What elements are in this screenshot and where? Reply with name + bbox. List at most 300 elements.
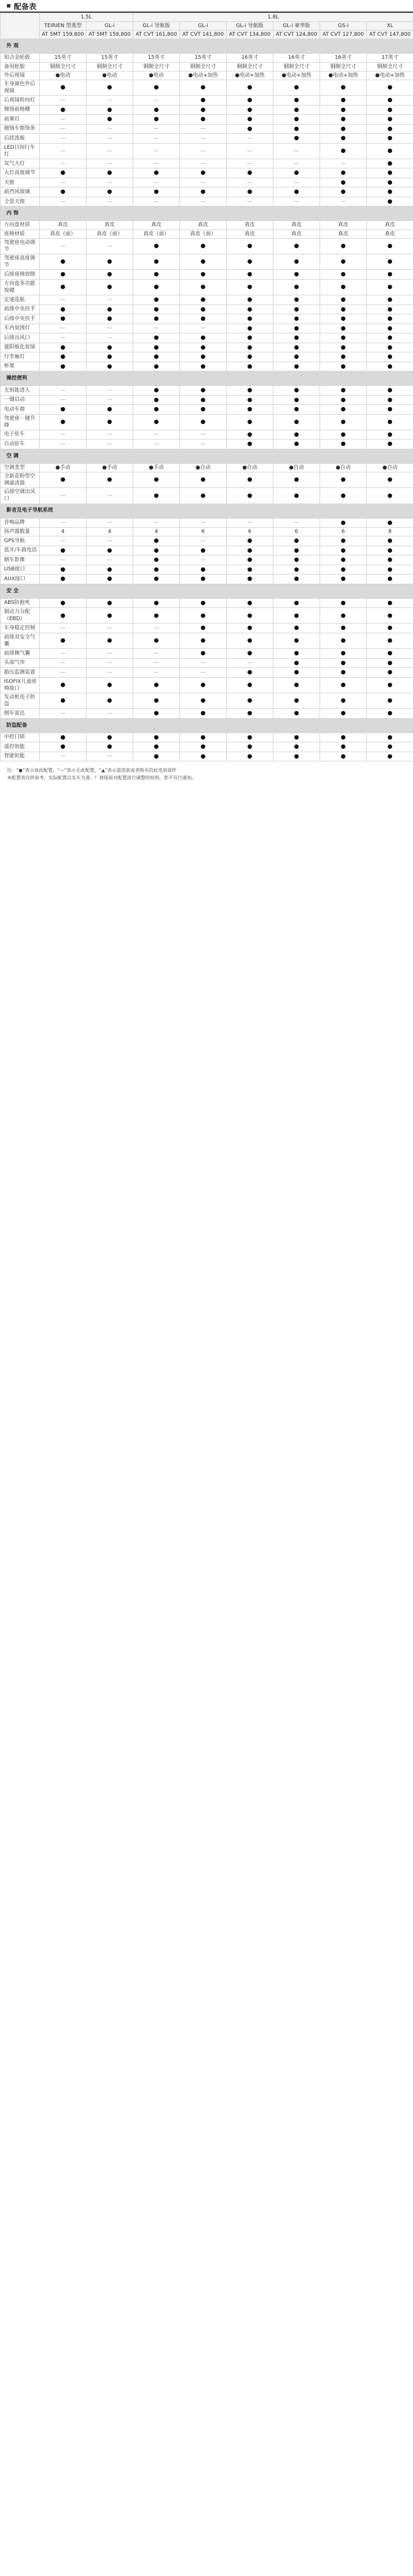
page-title-text: 配备表 [14, 2, 37, 12]
spec-cell: 16英寸 [320, 54, 367, 62]
model-price-1: AT 5MT 159,800 [87, 31, 133, 39]
table-row [1, 96, 413, 106]
spec-cell: ● [320, 633, 367, 648]
spec-cell: ● [133, 333, 180, 343]
spec-cell: — [40, 115, 87, 125]
row-label: 后排座椅放倒 [1, 270, 40, 280]
spec-cell: ● [320, 134, 367, 144]
spec-cell: ● [320, 143, 367, 159]
spec-cell: ● [320, 80, 367, 95]
row-label: 后排出风口 [1, 333, 40, 343]
engine-group-0: 1.5L [40, 13, 133, 22]
spec-cell: — [180, 518, 227, 528]
spec-cell: ● [367, 178, 413, 187]
spec-cell: ● [40, 472, 87, 487]
spec-cell: ● [227, 386, 273, 396]
title-marker [7, 4, 10, 7]
spec-cell: ● [227, 546, 273, 555]
spec-cell: ● [133, 709, 180, 719]
spec-cell: ● [273, 295, 320, 305]
spec-cell: ● [180, 305, 227, 314]
spec-cell: ● [320, 518, 367, 528]
spec-cell: ●自动 [180, 463, 227, 472]
spec-cell: ● [227, 693, 273, 709]
spec-cell: ● [40, 168, 87, 178]
row-label: 大灯高度调节 [1, 168, 40, 178]
spec-cell: ● [180, 362, 227, 371]
spec-cell: ● [180, 238, 227, 254]
spec-cell: ● [180, 752, 227, 761]
table-row [1, 633, 413, 648]
row-label: 备用轮胎 [1, 62, 40, 71]
row-label: 电子驻车 [1, 430, 40, 440]
spec-cell: ● [40, 742, 87, 752]
spec-cell: — [133, 649, 180, 659]
spec-cell: ● [87, 693, 133, 709]
section-title: 空 调 [1, 449, 413, 463]
spec-cell: ● [273, 633, 320, 648]
spec-cell: 钢制全尺寸 [180, 62, 227, 71]
section-title: 操控便利 [1, 371, 413, 386]
table-row [1, 555, 413, 565]
page-title [0, 0, 413, 13]
row-label: 车身稳定控制 [1, 624, 40, 633]
row-label: 倒车雷达 [1, 709, 40, 719]
spec-cell: ● [367, 254, 413, 269]
spec-cell: — [180, 124, 227, 134]
spec-cell: ● [40, 693, 87, 709]
footnotes [0, 761, 413, 788]
spec-cell: — [133, 518, 180, 528]
spec-cell: ● [367, 343, 413, 352]
spec-cell: ● [273, 324, 320, 333]
spec-cell: ● [133, 405, 180, 415]
spec-cell: ● [320, 386, 367, 396]
table-row [1, 546, 413, 555]
model-name-3: GL-i [180, 22, 227, 31]
row-label: 后视镜转向灯 [1, 96, 40, 106]
spec-cell: — [40, 624, 87, 633]
spec-cell: — [180, 159, 227, 168]
spec-cell: ● [133, 238, 180, 254]
spec-cell: — [133, 430, 180, 440]
spec-cell: ●电动 [133, 71, 180, 80]
table-row [1, 742, 413, 752]
model-price-0: AT 5MT 159,800 [40, 31, 87, 39]
row-label: 天窗 [1, 178, 40, 187]
spec-cell: 15英寸 [133, 54, 180, 62]
spec-cell: ● [367, 295, 413, 305]
spec-cell: — [227, 143, 273, 159]
spec-cell: ● [227, 752, 273, 761]
spec-cell: ● [273, 752, 320, 761]
row-label: USB接口 [1, 565, 40, 574]
table-row [1, 386, 413, 396]
spec-cell: ● [180, 608, 227, 624]
spec-cell: 真皮 [273, 221, 320, 230]
spec-cell: 6 [227, 528, 273, 536]
row-label: 前排双安全气囊 [1, 633, 40, 648]
table-row [1, 343, 413, 352]
spec-cell: ● [40, 187, 87, 197]
corner-cell [1, 13, 40, 39]
table-row [1, 528, 413, 536]
spec-cell: ● [320, 314, 367, 324]
spec-cell: ● [367, 405, 413, 415]
spec-cell: ● [227, 279, 273, 295]
spec-cell: ● [367, 440, 413, 449]
spec-cell: ● [273, 649, 320, 659]
spec-cell: ● [320, 598, 367, 608]
spec-cell: ● [367, 105, 413, 115]
spec-cell: ● [180, 405, 227, 415]
spec-cell: 真皮 [227, 230, 273, 238]
spec-cell: — [133, 143, 180, 159]
spec-cell: ● [367, 395, 413, 405]
spec-cell: ● [367, 565, 413, 574]
spec-cell: — [133, 124, 180, 134]
spec-cell: ● [367, 742, 413, 752]
spec-cell: — [40, 134, 87, 144]
spec-cell: ● [227, 187, 273, 197]
spec-cell: 真皮 [87, 221, 133, 230]
spec-cell: — [87, 624, 133, 633]
spec-cell: ● [180, 649, 227, 659]
spec-cell: ● [320, 624, 367, 633]
spec-cell: ● [320, 574, 367, 584]
spec-cell: ● [227, 574, 273, 584]
spec-cell: 真皮 [320, 230, 367, 238]
spec-cell: ● [227, 624, 273, 633]
spec-cell: ● [180, 414, 227, 430]
model-price-6: AT CVT 127,800 [320, 31, 367, 39]
table-row [1, 115, 413, 125]
spec-cell: ● [40, 270, 87, 280]
footnote-line: 本配置表仅供参考，实际配置以实车为准。厂商保留对配置进行调整的权利，恕不另行通知。 [7, 775, 196, 781]
spec-cell: ● [367, 305, 413, 314]
spec-cell: ● [320, 658, 367, 668]
spec-cell: 17英寸 [367, 54, 413, 62]
spec-cell: — [87, 386, 133, 396]
spec-table [0, 13, 413, 761]
spec-cell: ● [180, 352, 227, 362]
row-label: ABS防抱死 [1, 598, 40, 608]
spec-cell: ● [320, 96, 367, 106]
row-label: 铝合金轮毂 [1, 54, 40, 62]
spec-cell: ● [320, 742, 367, 752]
row-label: 空调类型 [1, 463, 40, 472]
row-label: 镀铬前格栅 [1, 105, 40, 115]
spec-cell: ● [227, 238, 273, 254]
row-label: 电动车窗 [1, 405, 40, 415]
table-row [1, 305, 413, 314]
spec-cell: ● [320, 565, 367, 574]
spec-cell: — [40, 143, 87, 159]
model-price-3: AT CVT 141,800 [180, 31, 227, 39]
spec-cell: — [40, 295, 87, 305]
spec-cell: ● [180, 395, 227, 405]
spec-cell: ● [133, 608, 180, 624]
spec-cell: ● [87, 115, 133, 125]
row-label: 座椅材质 [1, 230, 40, 238]
spec-cell: 4 [40, 528, 87, 536]
section-header [1, 371, 413, 386]
spec-cell: ● [227, 536, 273, 546]
spec-cell: ● [367, 709, 413, 719]
spec-cell: — [273, 178, 320, 187]
spec-cell: ● [273, 608, 320, 624]
spec-cell: ● [227, 649, 273, 659]
spec-cell: — [227, 159, 273, 168]
spec-cell: ● [273, 124, 320, 134]
spec-cell: ● [133, 472, 180, 487]
spec-cell: ● [320, 168, 367, 178]
table-row [1, 414, 413, 430]
spec-cell: ● [227, 295, 273, 305]
spec-cell: ● [320, 488, 367, 504]
spec-cell: ● [180, 270, 227, 280]
spec-cell: ● [367, 430, 413, 440]
spec-cell: ● [180, 333, 227, 343]
spec-cell: ● [273, 386, 320, 396]
spec-cell: ● [227, 472, 273, 487]
model-name-2: GL-i 导航版 [133, 22, 180, 31]
row-label: 胎压监测装置 [1, 668, 40, 678]
spec-cell: ● [227, 565, 273, 574]
section-title: 防盗配备 [1, 718, 413, 733]
row-label: 智能钥匙 [1, 752, 40, 761]
spec-cell: 6 [273, 528, 320, 536]
spec-cell: 真皮 [367, 230, 413, 238]
spec-cell: ● [367, 733, 413, 742]
spec-cell: ● [87, 187, 133, 197]
row-label: 全新花粉型空调滤清器 [1, 472, 40, 487]
table-row [1, 733, 413, 742]
table-row [1, 463, 413, 472]
spec-cell: — [40, 159, 87, 168]
spec-cell: — [133, 440, 180, 449]
spec-cell: ● [367, 362, 413, 371]
spec-cell: ● [180, 624, 227, 633]
spec-cell: ● [87, 270, 133, 280]
spec-cell: ● [87, 733, 133, 742]
table-row [1, 624, 413, 633]
spec-cell: — [227, 658, 273, 668]
spec-cell: 真皮（前） [87, 230, 133, 238]
spec-cell: — [87, 96, 133, 106]
spec-cell: ● [40, 314, 87, 324]
spec-cell: ● [87, 168, 133, 178]
spec-cell: — [40, 518, 87, 528]
spec-cell: ● [133, 395, 180, 405]
spec-cell: — [320, 197, 367, 206]
model-row [1, 22, 413, 31]
spec-cell: ● [320, 295, 367, 305]
spec-cell: ● [87, 80, 133, 95]
spec-cell: — [87, 488, 133, 504]
spec-cell: ● [227, 608, 273, 624]
spec-cell: ● [273, 598, 320, 608]
spec-cell: ● [320, 343, 367, 352]
spec-cell: — [227, 134, 273, 144]
spec-cell: — [87, 395, 133, 405]
spec-cell: ● [320, 668, 367, 678]
spec-cell: — [40, 752, 87, 761]
spec-cell: ● [40, 279, 87, 295]
spec-cell: ● [320, 430, 367, 440]
spec-cell: — [133, 197, 180, 206]
spec-cell: ● [87, 254, 133, 269]
spec-cell: ● [87, 343, 133, 352]
table-row [1, 430, 413, 440]
spec-cell: ● [367, 752, 413, 761]
spec-cell: ● [320, 238, 367, 254]
table-row [1, 440, 413, 449]
spec-cell: ●手动 [87, 463, 133, 472]
spec-cell: — [87, 440, 133, 449]
spec-cell: ● [133, 80, 180, 95]
spec-cell: ● [180, 386, 227, 396]
spec-cell: ● [320, 124, 367, 134]
spec-cell: — [87, 430, 133, 440]
table-row [1, 362, 413, 371]
spec-cell: ● [40, 733, 87, 742]
spec-cell: ● [367, 555, 413, 565]
spec-cell: ● [320, 333, 367, 343]
spec-cell: ● [320, 105, 367, 115]
spec-cell: ● [133, 742, 180, 752]
spec-cell: ● [40, 352, 87, 362]
spec-cell: ● [133, 279, 180, 295]
spec-cell: — [87, 555, 133, 565]
spec-cell: 钢制全尺寸 [227, 62, 273, 71]
spec-cell: ● [180, 187, 227, 197]
spec-cell: — [180, 430, 227, 440]
row-label: 扬声器数量 [1, 528, 40, 536]
spec-cell: — [180, 440, 227, 449]
spec-cell: ● [273, 546, 320, 555]
row-label: 定速巡航 [1, 295, 40, 305]
spec-cell: ● [180, 693, 227, 709]
spec-cell: ● [367, 324, 413, 333]
spec-cell: — [227, 178, 273, 187]
spec-cell: ● [40, 414, 87, 430]
row-label: 方向盘多功能按键 [1, 279, 40, 295]
spec-cell: — [87, 649, 133, 659]
spec-cell: ● [180, 633, 227, 648]
table-row [1, 80, 413, 95]
spec-cell: — [40, 333, 87, 343]
spec-cell: 钢制全尺寸 [273, 62, 320, 71]
spec-cell: ● [87, 608, 133, 624]
row-label: 方向盘材质 [1, 221, 40, 230]
spec-cell: ● [320, 709, 367, 719]
spec-cell: ●电动+加热 [273, 71, 320, 80]
row-label: 杯架 [1, 362, 40, 371]
spec-cell: ● [40, 574, 87, 584]
spec-cell: ● [133, 115, 180, 125]
row-label: 一键启动 [1, 395, 40, 405]
spec-cell: ● [320, 649, 367, 659]
spec-cell: ● [320, 733, 367, 742]
table-row [1, 124, 413, 134]
table-row [1, 279, 413, 295]
spec-cell: ● [273, 314, 320, 324]
spec-cell: ● [40, 608, 87, 624]
engine-row [1, 13, 413, 22]
spec-cell: ● [273, 488, 320, 504]
spec-cell: ● [367, 488, 413, 504]
spec-cell: 16英寸 [273, 54, 320, 62]
spec-cell: ●手动 [133, 463, 180, 472]
spec-cell: ● [180, 709, 227, 719]
spec-cell: 真皮 [180, 221, 227, 230]
spec-cell: ● [87, 677, 133, 693]
spec-cell: ● [180, 105, 227, 115]
spec-cell: ● [180, 733, 227, 742]
spec-cell: ● [133, 362, 180, 371]
spec-cell: ● [133, 254, 180, 269]
section-header [1, 39, 413, 54]
row-label: GPS导航 [1, 536, 40, 546]
table-row [1, 395, 413, 405]
spec-cell: — [180, 324, 227, 333]
spec-cell: ● [133, 574, 180, 584]
row-label: 外后视镜 [1, 71, 40, 80]
spec-cell: ●电动+加热 [180, 71, 227, 80]
spec-cell: — [40, 649, 87, 659]
spec-cell: ● [227, 254, 273, 269]
spec-cell: — [87, 124, 133, 134]
row-label: 镀铬车窗饰条 [1, 124, 40, 134]
spec-cell: — [40, 324, 87, 333]
spec-cell: 15英寸 [180, 54, 227, 62]
model-name-6: GS-i [320, 22, 367, 31]
spec-cell: ● [87, 414, 133, 430]
spec-cell: 8 [367, 528, 413, 536]
spec-cell: ● [133, 295, 180, 305]
table-row [1, 54, 413, 62]
spec-cell: ● [273, 254, 320, 269]
model-price-2: AT CVT 161,800 [133, 31, 180, 39]
spec-cell: — [273, 159, 320, 168]
spec-cell: ● [320, 414, 367, 430]
spec-cell: — [40, 96, 87, 106]
spec-cell: ● [367, 633, 413, 648]
spec-cell: ● [320, 536, 367, 546]
price-row [1, 31, 413, 39]
row-label: 遥控钥匙 [1, 742, 40, 752]
spec-cell: ● [273, 395, 320, 405]
row-label: 中控门锁 [1, 733, 40, 742]
spec-cell: ● [87, 742, 133, 752]
row-label: 后扰流板 [1, 134, 40, 144]
spec-cell: — [133, 134, 180, 144]
spec-cell: ● [227, 168, 273, 178]
spec-cell: ● [87, 279, 133, 295]
spec-cell: ● [180, 168, 227, 178]
spec-cell: ● [273, 693, 320, 709]
spec-cell: ● [367, 333, 413, 343]
spec-cell: ● [273, 574, 320, 584]
table-row [1, 677, 413, 693]
spec-cell: — [87, 295, 133, 305]
spec-cell: ● [87, 574, 133, 584]
row-label: 头部气帘 [1, 658, 40, 668]
spec-cell: ● [133, 386, 180, 396]
spec-cell: ● [227, 488, 273, 504]
model-price-5: AT CVT 124,800 [273, 31, 320, 39]
